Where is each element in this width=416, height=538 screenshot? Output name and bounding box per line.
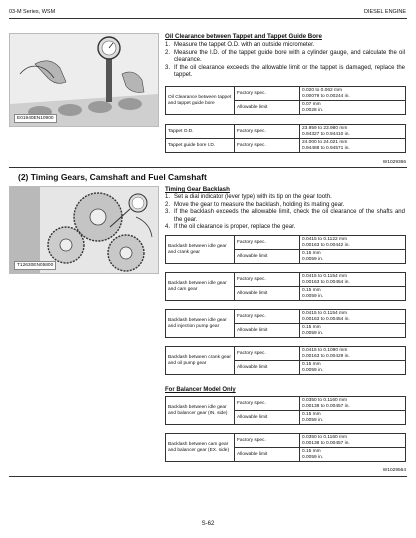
spec-label-cell: Factory spec. [235,397,300,411]
spec-item-cell: Tappet O.D. [166,125,235,139]
balancer-model-heading: For Balancer Model Only [165,387,236,393]
document-code-1: W1029366 [382,160,406,165]
spec-item-cell: Backlash between idle gear and injection pump gear [166,310,235,338]
spec-item-cell: Backlash between idle gear and cam gear [166,273,235,301]
backlash-table-idle-injection [165,309,406,338]
spec-label-cell: Factory spec. [235,125,300,139]
spec-value-cell: 0.0415 to 0.1154 mm 0.00163 to 0.00454 in. [300,310,406,324]
spec-value-cell: 0.15 mm 0.0059 in. [300,361,406,375]
step-item [165,50,405,65]
spec-value-cell: 0.0350 to 0.1160 mm 0.00138 to 0.00457 in. [300,397,406,411]
oil-clearance-spec-table [165,86,406,115]
step-number: 1. [165,194,171,200]
tappet-measurement-figure [9,33,159,127]
backlash-table-crank-oilpump [165,346,406,375]
step-number: 3. [165,64,171,71]
spec-value-cell: 0.15 mm 0.0059 in. [300,250,406,264]
spec-label-cell: Allowable limit [235,287,300,301]
step-text: Set a dial indicator (lever type) with its tip on the gear tooth. [174,194,332,200]
step-text: Measure the tappet O.D. with an outside micrometer. [174,42,315,48]
step-item [165,209,405,224]
spec-value-cell: 0.0350 to 0.1160 mm 0.00138 to 0.00457 in. [300,434,406,448]
step-number: 4. [165,224,171,230]
step-number: 1. [165,42,171,48]
figure-code-1: E01940EN10900 [14,114,57,123]
oil-clearance-heading: Oil Clearance between Tappet and Tappet Guide Bore [165,33,322,40]
spec-label-cell: Factory spec. [235,139,300,153]
spec-label-cell: Allowable limit [235,411,300,425]
timing-gear-heading: Timing Gear Backlash [165,186,230,193]
spec-label-cell: Factory spec. [235,236,300,250]
step-text: If the oil clearance exceeds the allowable limit or the tappet is damaged, replace the tappet. [174,64,405,78]
backlash-table-idle-crank [165,235,406,264]
section-rule [9,167,407,168]
step-item [165,194,405,202]
manual-series: 03-M Series, WSM [9,9,56,15]
spec-value-cell: 0.07 mm 0.0028 in. [300,101,406,115]
spec-item-cell: Tappet guide bore I.D. [166,139,235,153]
step-item [165,202,405,210]
step-item [165,224,405,232]
section-title: (2) Timing Gears, Camshaft and Fuel Camshaft [18,172,207,182]
header-rule [9,18,407,19]
spec-value-cell: 0.15 mm 0.0059 in. [300,287,406,301]
step-number: 2. [165,201,171,208]
spec-label-cell: Allowable limit [235,448,300,462]
figure-code-2: T12630EN05800 [14,261,56,270]
timing-gear-figure [9,186,159,274]
step-text: Measure the I.D. of the tappet guide bore with a cylinder gauge, and calculate the oil clearance. [174,49,405,63]
spec-label-cell: Allowable limit [235,324,300,338]
document-code-2: W1029564 [382,468,406,473]
spec-item-cell: Backlash between crank gear and oil pump gear [166,347,235,375]
backlash-table-balancer-in [165,396,406,425]
spec-value-cell: 0.0415 to 0.1122 mm 0.00163 to 0.00442 in. [300,236,406,250]
spec-value-cell: 24.000 to 24.021 mm 0.94488 to 0.94571 in. [300,139,406,153]
step-text: If the backlash exceeds the allowable limit, check the oil clearance of the shafts and the gear. [174,209,405,223]
spec-value-cell: 0.15 mm 0.0059 in. [300,448,406,462]
spec-label-cell: Allowable limit [235,361,300,375]
timing-gear-steps [165,194,405,232]
step-number: 3. [165,209,171,215]
spec-value-cell: 0.15 mm 0.0059 in. [300,324,406,338]
spec-item-cell: Backlash between cam gear and balancer gear (EX. side) [166,434,235,462]
step-text: Move the gear to measure the backlash, holding its mating gear. [174,201,345,208]
spec-label-cell: Factory spec. [235,87,300,101]
chapter-title: DIESEL ENGINE [364,9,406,15]
tappet-dimension-table [165,124,406,153]
spec-label-cell: Factory spec. [235,273,300,287]
spec-label-cell: Factory spec. [235,310,300,324]
spec-label-cell: Allowable limit [235,250,300,264]
spec-value-cell: 0.15 mm 0.0059 in. [300,411,406,425]
spec-item-cell: Backlash between idle gear and balancer gear (IN. side) [166,397,235,425]
spec-item-cell: Oil Clearance between tappet and tappet guide bore [166,87,235,115]
spec-label-cell: Factory spec. [235,347,300,361]
step-item [165,65,405,80]
tappet-measurement-illustration [10,34,158,126]
backlash-table-balancer-ex [165,433,406,462]
spec-label-cell: Allowable limit [235,101,300,115]
spec-item-cell: Backlash between idle gear and crank gear [166,236,235,264]
step-text: If the oil clearance is proper, replace the gear. [174,224,296,230]
section-end-rule [9,476,407,477]
oil-clearance-steps [165,42,405,80]
spec-label-cell: Factory spec. [235,434,300,448]
step-item [165,42,405,50]
spec-value-cell: 0.0415 to 0.1090 mm 0.00163 to 0.00429 in. [300,347,406,361]
spec-value-cell: 0.020 to 0.062 mm 0.00079 to 0.00244 in. [300,87,406,101]
page-number: S-62 [201,521,215,527]
backlash-table-idle-cam [165,272,406,301]
spec-value-cell: 0.0415 to 0.1154 mm 0.00163 to 0.00454 in. [300,273,406,287]
spec-value-cell: 23.959 to 23.980 mm 0.94327 to 0.94410 in. [300,125,406,139]
step-number: 2. [165,49,171,56]
